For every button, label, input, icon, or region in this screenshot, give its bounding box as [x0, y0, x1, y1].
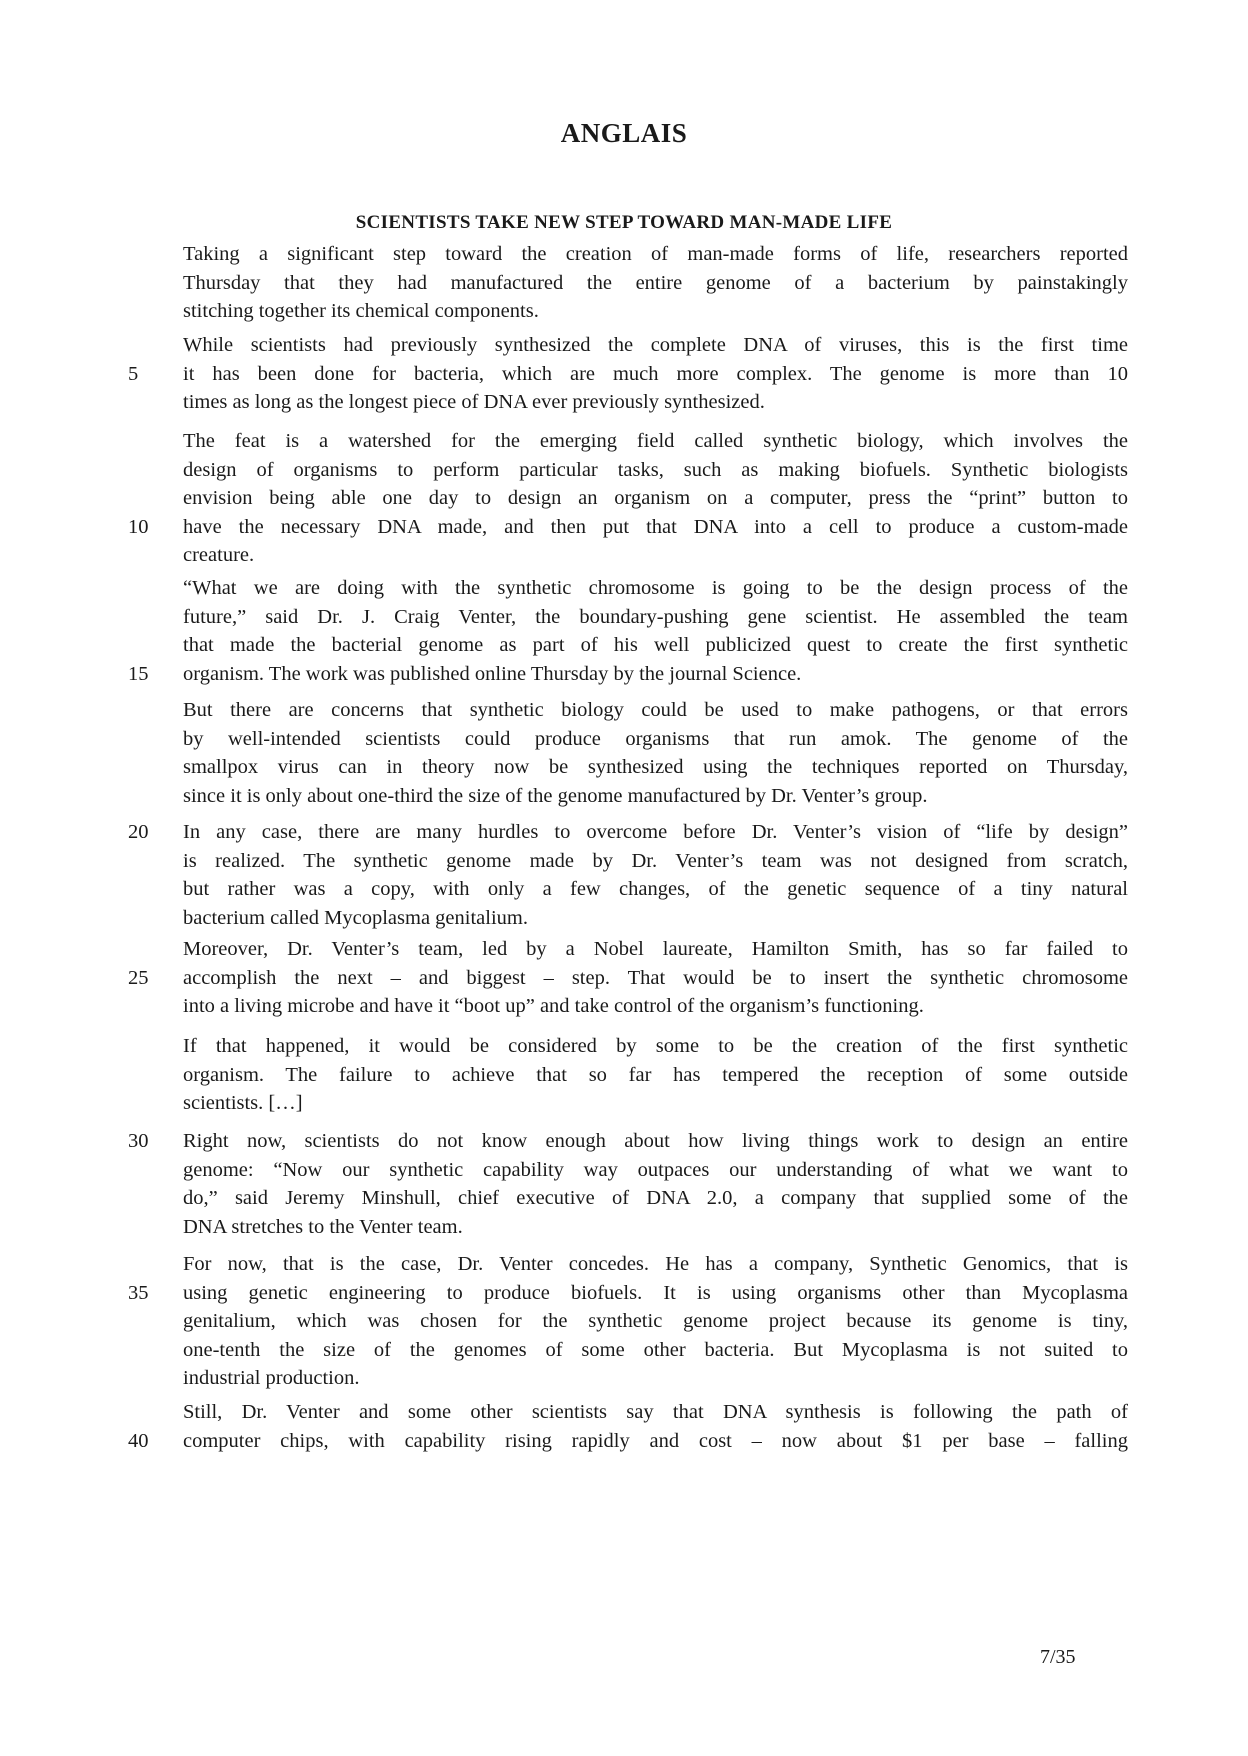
text-line: [128, 1127, 1128, 1156]
line-text: it has been done for bacteria, which are much more complex. The genome is more than 10: [183, 362, 1128, 385]
line-text: Moreover, Dr. Venter’s team, led by a Nobel laureate, Hamilton Smith, has so far failed to: [183, 938, 1128, 960]
line-number: 40: [128, 1429, 149, 1452]
text-line: [128, 1427, 1128, 1456]
paragraph: [128, 818, 1128, 932]
line-text: The feat is a watershed for the emerging field called synthetic biology, which involves the: [183, 430, 1128, 452]
line-number: 20: [128, 821, 149, 843]
text-line: [183, 427, 1128, 456]
line-text: creature.: [183, 544, 255, 566]
line-text: Taking a significant step toward the creation of man-made forms of life, researchers reported: [183, 243, 1128, 265]
text-line: [183, 875, 1128, 904]
line-text: by well-intended scientists could produce organisms that run amok. The genome of the: [183, 727, 1128, 750]
paragraph: [128, 331, 1128, 417]
line-text: For now, that is the case, Dr. Venter concedes. He has a company, Synthetic Genomics, that is: [183, 1253, 1128, 1275]
line-text: scientists. […]: [183, 1092, 303, 1114]
line-text: But there are concerns that synthetic biology could be used to make pathogens, or that errors: [183, 699, 1128, 721]
line-text: accomplish the next – and biggest – step. That would be to insert the synthetic chromosome: [183, 966, 1128, 989]
line-text: bacterium called Mycoplasma genitalium.: [183, 906, 528, 929]
text-line: [183, 1336, 1128, 1365]
text-line: [183, 1184, 1128, 1213]
line-text: While scientists had previously synthesized the complete DNA of viruses, this is the first time: [183, 334, 1128, 356]
line-text: one-tenth the size of the genomes of some other bacteria. But Mycoplasma is not suited to: [183, 1338, 1128, 1361]
line-text: using genetic engineering to produce biofuels. It is using organisms other than Mycoplasma: [183, 1281, 1128, 1304]
line-text: have the necessary DNA made, and then put that DNA into a cell to produce a custom-made: [183, 515, 1128, 538]
paragraph: [128, 1127, 1128, 1241]
line-text: do,” said Jeremy Minshull, chief executive of DNA 2.0, a company that supplied some of the: [183, 1187, 1128, 1209]
text-line: [183, 631, 1128, 660]
text-line: [183, 904, 1128, 933]
line-text: computer chips, with capability rising rapidly and cost – now about $1 per base – falling: [183, 1429, 1128, 1452]
line-number: 10: [128, 515, 149, 538]
line-text: envision being able one day to design an organism on a computer, press the “print” button to: [183, 487, 1128, 509]
text-line: [128, 1279, 1128, 1308]
paragraph: [128, 1250, 1128, 1393]
line-text: genitalium, which was chosen for the synthetic genome project because its genome is tiny,: [183, 1310, 1128, 1332]
line-text: DNA stretches to the Venter team.: [183, 1215, 463, 1238]
text-line: [183, 574, 1128, 603]
line-text: In any case, there are many hurdles to overcome before Dr. Venter’s vision of “life by design”: [183, 821, 1128, 843]
text-line: [183, 1364, 1128, 1393]
text-line: [183, 935, 1128, 964]
text-line: [128, 818, 1128, 847]
text-line: [183, 541, 1128, 570]
text-line: [183, 388, 1128, 417]
line-number: 30: [128, 1130, 149, 1152]
line-text: Thursday that they had manufactured the entire genome of a bacterium by painstakingly: [183, 271, 1128, 294]
text-line: [183, 1156, 1128, 1185]
line-number: 35: [128, 1281, 149, 1304]
text-line: [183, 603, 1128, 632]
line-text: future,” said Dr. J. Craig Venter, the boundary-pushing gene scientist. He assembled the team: [183, 605, 1128, 628]
text-line: [128, 360, 1128, 389]
paragraph: [128, 1398, 1128, 1455]
paragraph: [128, 935, 1128, 1021]
line-number: 15: [128, 662, 149, 685]
article-title: SCIENTISTS TAKE NEW STEP TOWARD MAN-MADE LIFE: [355, 212, 893, 233]
line-text: Still, Dr. Venter and some other scientists say that DNA synthesis is following the path of: [183, 1401, 1128, 1423]
text-line: [183, 1250, 1128, 1279]
text-line: [128, 513, 1128, 542]
text-line: [128, 964, 1128, 993]
paragraph: [183, 240, 1128, 326]
text-line: [183, 753, 1128, 782]
text-line: [183, 331, 1128, 360]
text-line: [183, 1061, 1128, 1090]
line-number: 5: [128, 362, 139, 385]
line-text: industrial production.: [183, 1367, 360, 1389]
line-text: genome: “Now our synthetic capability way outpaces our understanding of what we want to: [183, 1158, 1128, 1181]
text-line: [183, 1032, 1128, 1061]
line-text: design of organisms to perform particular tasks, such as making biofuels. Synthetic biologists: [183, 458, 1128, 481]
text-line: [183, 297, 1128, 326]
line-number: 25: [128, 966, 149, 989]
line-text: Right now, scientists do not know enough about how living things work to design an entire: [183, 1130, 1128, 1152]
text-line: [183, 847, 1128, 876]
line-text: organism. The failure to achieve that so far has tempered the reception of some outside: [183, 1063, 1128, 1086]
line-text: into a living microbe and have it “boot up” and take control of the organism’s functioning.: [183, 995, 924, 1017]
line-text: but rather was a copy, with only a few changes, of the genetic sequence of a tiny natural: [183, 878, 1128, 900]
line-text: since it is only about one-third the size of the genome manufactured by Dr. Venter’s group.: [183, 784, 928, 807]
text-line: [183, 1089, 1128, 1118]
paragraph: [128, 574, 1128, 688]
line-text: that made the bacterial genome as part of his well publicized quest to create the first synthetic: [183, 634, 1128, 656]
paragraph: [128, 427, 1128, 570]
paragraph: [183, 1032, 1128, 1118]
text-line: [183, 782, 1128, 811]
text-line: [183, 1213, 1128, 1242]
text-line: [183, 696, 1128, 725]
line-text: organism. The work was published online Thursday by the journal Science.: [183, 662, 802, 685]
text-line: [183, 725, 1128, 754]
line-text: times as long as the longest piece of DNA ever previously synthesized.: [183, 391, 765, 413]
text-line: [128, 660, 1128, 689]
text-line: [183, 1398, 1128, 1427]
paragraph: [183, 696, 1128, 810]
line-text: If that happened, it would be considered by some to be the creation of the first synthetic: [183, 1035, 1128, 1057]
text-line: [183, 240, 1128, 269]
text-line: [183, 269, 1128, 298]
line-text: smallpox virus can in theory now be synthesized using the techniques reported on Thursday,: [183, 756, 1128, 778]
text-line: [183, 456, 1128, 485]
subject-heading: ANGLAIS: [560, 118, 688, 148]
text-line: [183, 484, 1128, 513]
line-text: is realized. The synthetic genome made by Dr. Venter’s team was not designed from scratch,: [183, 849, 1128, 872]
line-text: “What we are doing with the synthetic chromosome is going to be the design process of the: [183, 577, 1128, 599]
text-line: [183, 992, 1128, 1021]
page-number: 7/35: [1040, 1646, 1076, 1668]
line-text: stitching together its chemical components.: [183, 300, 539, 322]
text-line: [183, 1307, 1128, 1336]
